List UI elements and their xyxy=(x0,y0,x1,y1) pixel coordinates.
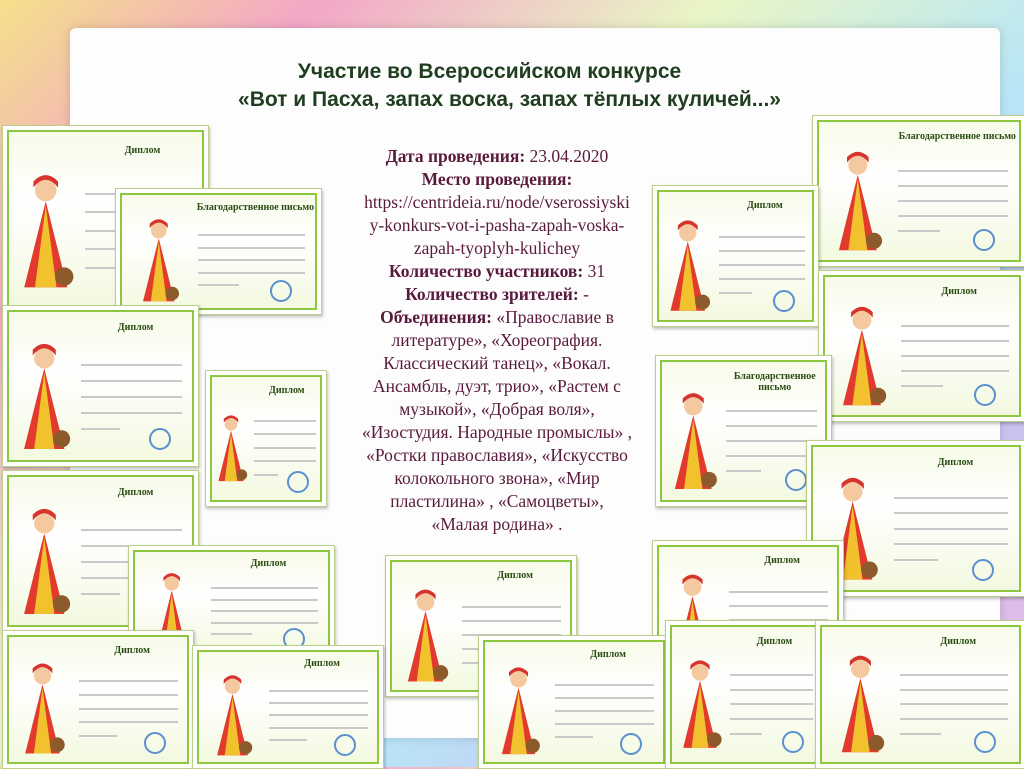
title-line-2: «Вот и Пасха, запах воска, запах тёплых куличей...» xyxy=(238,88,781,111)
text-line xyxy=(555,710,654,712)
text-line xyxy=(901,325,1008,327)
certificate-8 xyxy=(192,645,384,769)
text-line xyxy=(726,440,817,442)
text-line xyxy=(719,278,805,280)
text-line xyxy=(894,559,938,561)
text-line xyxy=(269,690,368,692)
seal-icon xyxy=(972,559,994,581)
girl-illustration-icon xyxy=(829,653,892,759)
groups-line-8: пластилина» , «Самоцветы», xyxy=(390,491,604,511)
certificate-title: Диплом xyxy=(268,384,305,396)
text-line xyxy=(900,674,1009,676)
url-line-3: zapah-tyoplyh-kulichey xyxy=(413,238,581,258)
girl-illustration-icon xyxy=(831,304,893,412)
text-line xyxy=(254,433,316,435)
text-line xyxy=(555,736,593,738)
text-line xyxy=(198,272,305,274)
seal-icon xyxy=(287,471,309,493)
text-line xyxy=(900,689,1009,691)
girl-illustration-icon xyxy=(15,341,74,456)
text-line xyxy=(462,606,561,608)
text-line xyxy=(901,370,1008,372)
text-line xyxy=(198,234,305,236)
text-line xyxy=(254,420,316,422)
groups-line-9: «Малая родина» . xyxy=(431,514,563,534)
text-line xyxy=(254,447,316,449)
seal-icon xyxy=(149,428,171,450)
certificate-11 xyxy=(818,270,1024,422)
seal-icon xyxy=(773,290,795,312)
text-line xyxy=(726,470,761,472)
date-label: Дата проведения: xyxy=(385,146,526,166)
text-line xyxy=(81,380,182,382)
certificate-title: Диплом xyxy=(941,286,977,297)
date-row xyxy=(332,145,662,168)
seal-icon xyxy=(974,384,996,406)
text-line xyxy=(555,684,654,686)
text-line xyxy=(79,708,178,710)
certificate-title: Благодарственное письмо xyxy=(898,131,1016,142)
text-line xyxy=(81,364,182,366)
certificate-7 xyxy=(2,630,194,769)
girl-illustration-icon xyxy=(667,389,720,497)
text-line xyxy=(79,735,117,737)
url-line-2: y-konkurs-vot-i-pasha-zapah-voska- xyxy=(369,215,625,235)
text-line xyxy=(211,633,252,635)
text-line xyxy=(894,543,1007,545)
certificate-title: Диплом xyxy=(764,555,800,566)
text-line xyxy=(81,593,120,595)
groups-line-1: литературе», «Хореография. xyxy=(391,330,603,350)
certificate-title: Диплом xyxy=(937,456,974,468)
text-line xyxy=(719,250,805,252)
text-line xyxy=(81,396,182,398)
certificate-15 xyxy=(478,635,670,769)
url-line-1: https://centrideia.ru/node/vserossiyski xyxy=(364,192,630,212)
girl-illustration-icon xyxy=(676,653,724,759)
text-line xyxy=(898,200,1008,202)
text-line xyxy=(729,605,828,607)
text-line xyxy=(555,723,654,725)
text-line xyxy=(719,236,805,238)
text-line xyxy=(898,170,1008,172)
certificate-1 xyxy=(115,188,322,315)
participants-row xyxy=(332,260,662,283)
certificate-title: Диплом xyxy=(590,649,626,661)
text-line xyxy=(901,385,942,387)
text-line xyxy=(900,703,1009,705)
girl-illustration-icon xyxy=(490,665,547,760)
certificate-title: Диплом xyxy=(497,570,533,581)
text-line xyxy=(726,410,817,412)
place-label: Место проведения: xyxy=(421,169,573,189)
girl-illustration-icon xyxy=(14,661,71,760)
place-row xyxy=(332,168,662,191)
certificate-title: Диплом xyxy=(747,200,783,211)
participants-label: Количество участников: xyxy=(388,261,584,281)
page-title xyxy=(0,58,1024,114)
girl-illustration-icon xyxy=(204,673,261,761)
viewers-value: - xyxy=(583,284,589,304)
text-line xyxy=(211,622,318,624)
text-line xyxy=(462,620,561,622)
text-line xyxy=(729,591,828,593)
text-line xyxy=(81,412,182,414)
certificate-title: Благодарственное письмо xyxy=(733,371,816,393)
text-line xyxy=(555,697,654,699)
text-line xyxy=(898,185,1008,187)
text-line xyxy=(730,718,813,720)
certificate-2 xyxy=(2,305,199,467)
text-line xyxy=(730,703,813,705)
text-line xyxy=(79,721,178,723)
text-line xyxy=(211,587,318,589)
text-line xyxy=(198,259,305,261)
groups-line-0: «Православие в xyxy=(496,307,614,327)
text-line xyxy=(198,247,305,249)
text-line xyxy=(900,718,1009,720)
certificate-title: Диплом xyxy=(117,487,154,498)
certificate-title: Диплом xyxy=(250,557,287,569)
girl-illustration-icon xyxy=(15,506,74,621)
text-line xyxy=(254,460,316,462)
groups-line-5: «Изостудия. Народные промыслы» , xyxy=(362,422,632,442)
certificate-title: Диплом xyxy=(940,635,977,647)
seal-icon xyxy=(270,280,292,302)
text-line xyxy=(81,428,120,430)
groups-label: Объединения: xyxy=(380,307,492,327)
seal-icon xyxy=(785,469,807,491)
text-line xyxy=(730,689,813,691)
text-line xyxy=(269,714,368,716)
girl-illustration-icon xyxy=(826,149,890,257)
text-line xyxy=(901,355,1008,357)
groups-line-3: Ансамбль, дуэт, трио», «Растем с xyxy=(373,376,621,396)
text-line xyxy=(198,284,239,286)
girl-illustration-icon xyxy=(15,167,77,300)
text-line xyxy=(269,727,368,729)
groups-line-4: музыкой», «Добрая воля», xyxy=(399,399,595,419)
text-line xyxy=(900,733,942,735)
certificate-10 xyxy=(652,185,819,327)
text-line xyxy=(719,292,752,294)
text-line xyxy=(901,340,1008,342)
girl-illustration-icon xyxy=(213,401,249,498)
text-line xyxy=(894,528,1007,530)
certificate-title: Диплом xyxy=(756,635,793,647)
text-line xyxy=(898,230,940,232)
text-line xyxy=(79,680,178,682)
certificate-17 xyxy=(815,620,1024,769)
groups-line-6: «Ростки православия», «Искусство xyxy=(366,445,628,465)
text-line xyxy=(894,497,1007,499)
girl-illustration-icon xyxy=(663,217,713,318)
title-line-1: Участие во Всероссийском конкурсе xyxy=(297,60,682,83)
viewers-label: Количество зрителей: xyxy=(405,284,579,304)
text-line xyxy=(254,474,278,476)
date-value: 23.04.2020 xyxy=(529,146,609,166)
girl-illustration-icon xyxy=(397,587,454,688)
groups-line-2: Классический танец», «Вокал. xyxy=(383,353,611,373)
text-line xyxy=(81,529,182,531)
certificate-9 xyxy=(812,115,1024,267)
text-line xyxy=(79,694,178,696)
seal-icon xyxy=(974,731,996,753)
text-line xyxy=(898,215,1008,217)
viewers-row xyxy=(332,283,662,306)
certificate-title: Диплом xyxy=(304,658,340,670)
text-line xyxy=(719,264,805,266)
groups-line-7: колокольного звона», «Мир xyxy=(394,468,600,488)
text-line xyxy=(269,739,307,741)
text-line xyxy=(894,512,1007,514)
text-line xyxy=(730,674,813,676)
event-info xyxy=(332,145,662,536)
seal-icon xyxy=(782,731,804,753)
certificate-title: Диплом xyxy=(124,144,161,156)
groups-row xyxy=(332,306,662,329)
text-line xyxy=(726,455,817,457)
text-line xyxy=(269,702,368,704)
text-line xyxy=(211,599,318,601)
text-line xyxy=(726,425,817,427)
text-line xyxy=(730,733,762,735)
certificate-title: Диплом xyxy=(117,322,154,333)
participants-value: 31 xyxy=(587,261,606,281)
certificate-title: Диплом xyxy=(114,644,150,656)
text-line xyxy=(211,610,318,612)
certificate-3 xyxy=(205,370,327,507)
girl-illustration-icon xyxy=(128,217,190,307)
certificate-16 xyxy=(665,620,827,769)
certificate-title: Благодарственное письмо xyxy=(196,201,315,213)
